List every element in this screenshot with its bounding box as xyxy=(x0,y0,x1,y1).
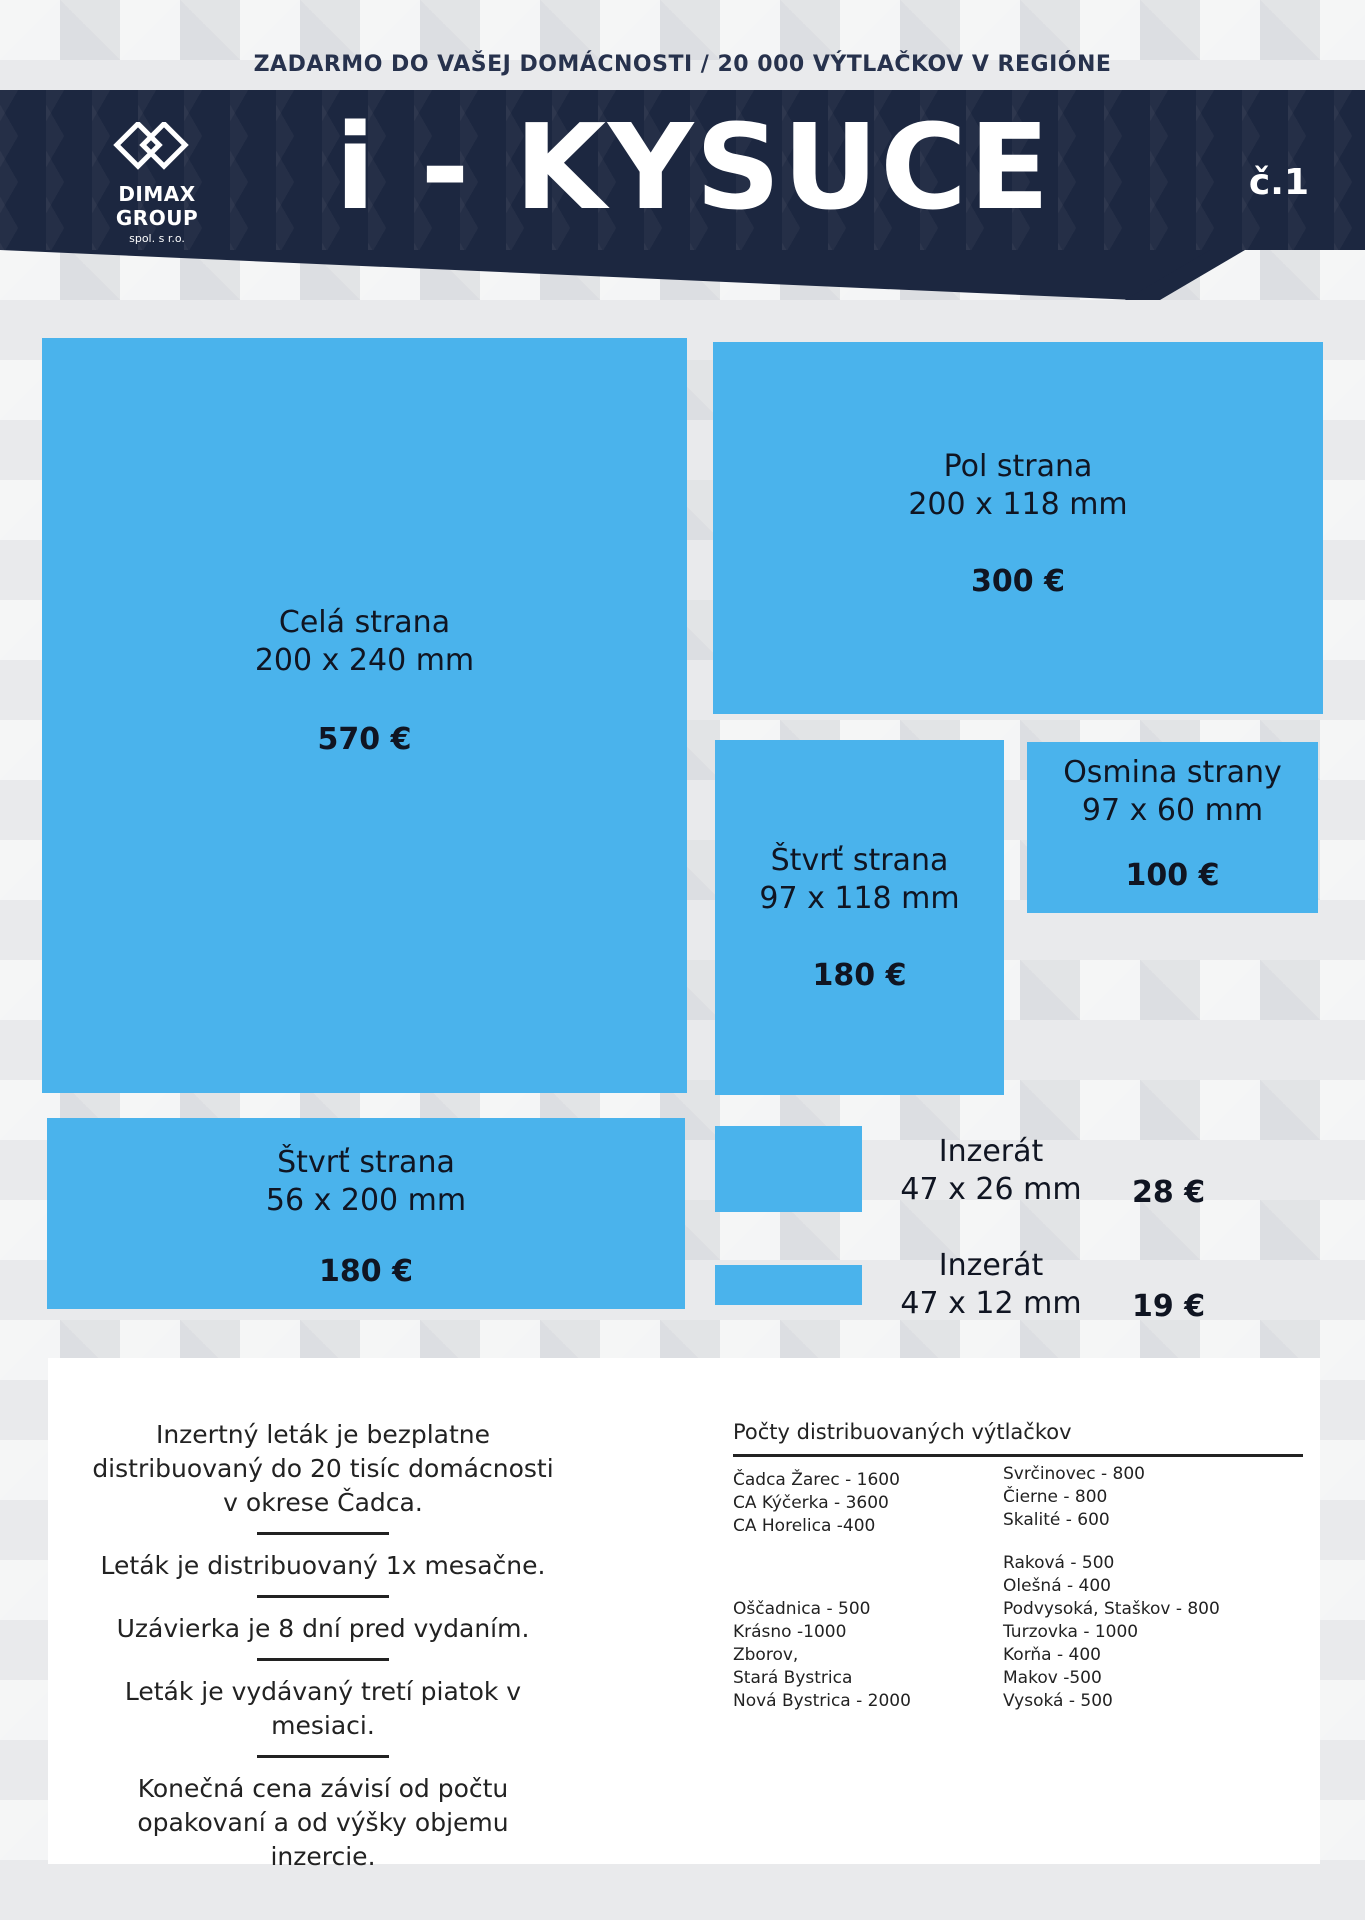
divider xyxy=(257,1595,389,1598)
ad-name: Štvrť strana xyxy=(770,843,949,878)
distribution-item: Korňa - 400 xyxy=(1003,1645,1101,1665)
distribution-section xyxy=(733,1420,1303,1457)
ad-price: 100 € xyxy=(1125,858,1220,893)
ad-small-2-price: 19 € xyxy=(1132,1289,1206,1324)
distribution-item: Raková - 500 xyxy=(1003,1553,1115,1573)
distribution-item: Turzovka - 1000 xyxy=(1003,1622,1139,1642)
ad-price: 180 € xyxy=(812,958,907,993)
ad-name: Celá strana xyxy=(278,605,451,640)
distribution-column-2a xyxy=(1003,1463,1145,1532)
note-item: Inzertný leták je bezplatne distribuovaný do 20 tisíc domácnosti v okrese Čadca. xyxy=(92,1420,554,1517)
ad-quarter-wide xyxy=(47,1118,685,1309)
distribution-item: CA Kýčerka - 3600 xyxy=(733,1493,889,1513)
tagline: ZADARMO DO VAŠEJ DOMÁCNOSTI / 20 000 VÝTLAČKOV V REGIÓNE xyxy=(253,52,1112,77)
distribution-item: Čierne - 800 xyxy=(1003,1487,1108,1507)
distribution-item: Zborov, xyxy=(733,1645,799,1665)
distribution-item: Makov -500 xyxy=(1003,1668,1102,1688)
ad-name: Pol strana xyxy=(943,449,1093,484)
ad-name: Štvrť strana xyxy=(277,1145,455,1180)
ad-small-1-price: 28 € xyxy=(1132,1175,1206,1210)
distribution-item: Podvysoká, Staškov - 800 xyxy=(1003,1599,1220,1619)
ad-price: 300 € xyxy=(971,564,1065,599)
ad-size: 200 x 118 mm xyxy=(908,487,1128,522)
ad-full-page xyxy=(42,338,687,1093)
distribution-item: Čadca Žarec - 1600 xyxy=(733,1470,900,1490)
divider xyxy=(257,1532,389,1535)
distribution-item: Nová Bystrica - 2000 xyxy=(733,1691,911,1711)
ad-quarter-page xyxy=(715,740,1004,1095)
ad-size: 47 x 26 mm xyxy=(900,1172,1082,1207)
note-item: Konečná cena závisí od počtu opakovaní a od výšky objemu inzercie. xyxy=(137,1774,509,1871)
distribution-item: Krásno -1000 xyxy=(733,1622,847,1642)
distribution-item: Svrčinovec - 800 xyxy=(1003,1464,1145,1484)
info-panel xyxy=(48,1358,1320,1871)
distribution-item: CA Horelica -400 xyxy=(733,1516,876,1536)
ad-size: 97 x 118 mm xyxy=(759,881,960,916)
distribution-column-2b xyxy=(1003,1552,1220,1713)
distribution-item: Skalité - 600 xyxy=(1003,1510,1110,1530)
distribution-column-1b xyxy=(733,1598,911,1713)
ad-price: 570 € xyxy=(317,722,412,757)
ad-name: Inzerát xyxy=(938,1248,1044,1283)
note-item: Leták je distribuovaný 1x mesačne. xyxy=(100,1551,546,1580)
ad-size: 56 x 200 mm xyxy=(265,1183,467,1218)
header-bottom-edge xyxy=(0,250,1365,300)
divider xyxy=(257,1755,389,1758)
distribution-title: Počty distribuovaných výtlačkov xyxy=(733,1420,1303,1457)
notes-list xyxy=(88,1418,558,1874)
distribution-column-1a xyxy=(733,1469,900,1538)
ad-eighth-page xyxy=(1027,742,1318,913)
ad-small-box-2 xyxy=(715,1265,862,1305)
logo-subtitle: spol. s r.o. xyxy=(129,232,185,245)
ad-name: Inzerát xyxy=(938,1134,1044,1169)
note-item: Uzávierka je 8 dní pred vydaním. xyxy=(116,1614,530,1643)
diamond-logo-icon xyxy=(109,122,205,178)
company-logo xyxy=(82,122,232,245)
note-item: Leták je vydávaný tretí piatok v mesiaci. xyxy=(124,1677,522,1740)
distribution-item: Vysoká - 500 xyxy=(1003,1691,1113,1711)
distribution-item: Olešná - 400 xyxy=(1003,1576,1112,1596)
ad-price: 180 € xyxy=(319,1254,413,1289)
ad-name: Osmina strany xyxy=(1063,755,1282,790)
divider xyxy=(257,1658,389,1661)
distribution-item: Oščadnica - 500 xyxy=(733,1599,871,1619)
ad-size: 97 x 60 mm xyxy=(1081,793,1264,828)
ad-small-1-label xyxy=(880,1133,1102,1209)
issue-number: č.1 xyxy=(1248,162,1309,203)
ad-small-box-1 xyxy=(715,1126,862,1212)
ad-size: 47 x 12 mm xyxy=(900,1286,1082,1321)
ad-size: 200 x 240 mm xyxy=(254,643,475,678)
ad-small-2-label xyxy=(880,1247,1102,1323)
distribution-item: Stará Bystrica xyxy=(733,1668,853,1688)
logo-name: DIMAX GROUP xyxy=(115,182,199,230)
page-title: i - KYSUCE xyxy=(335,98,1052,236)
ad-half-page xyxy=(713,342,1323,714)
